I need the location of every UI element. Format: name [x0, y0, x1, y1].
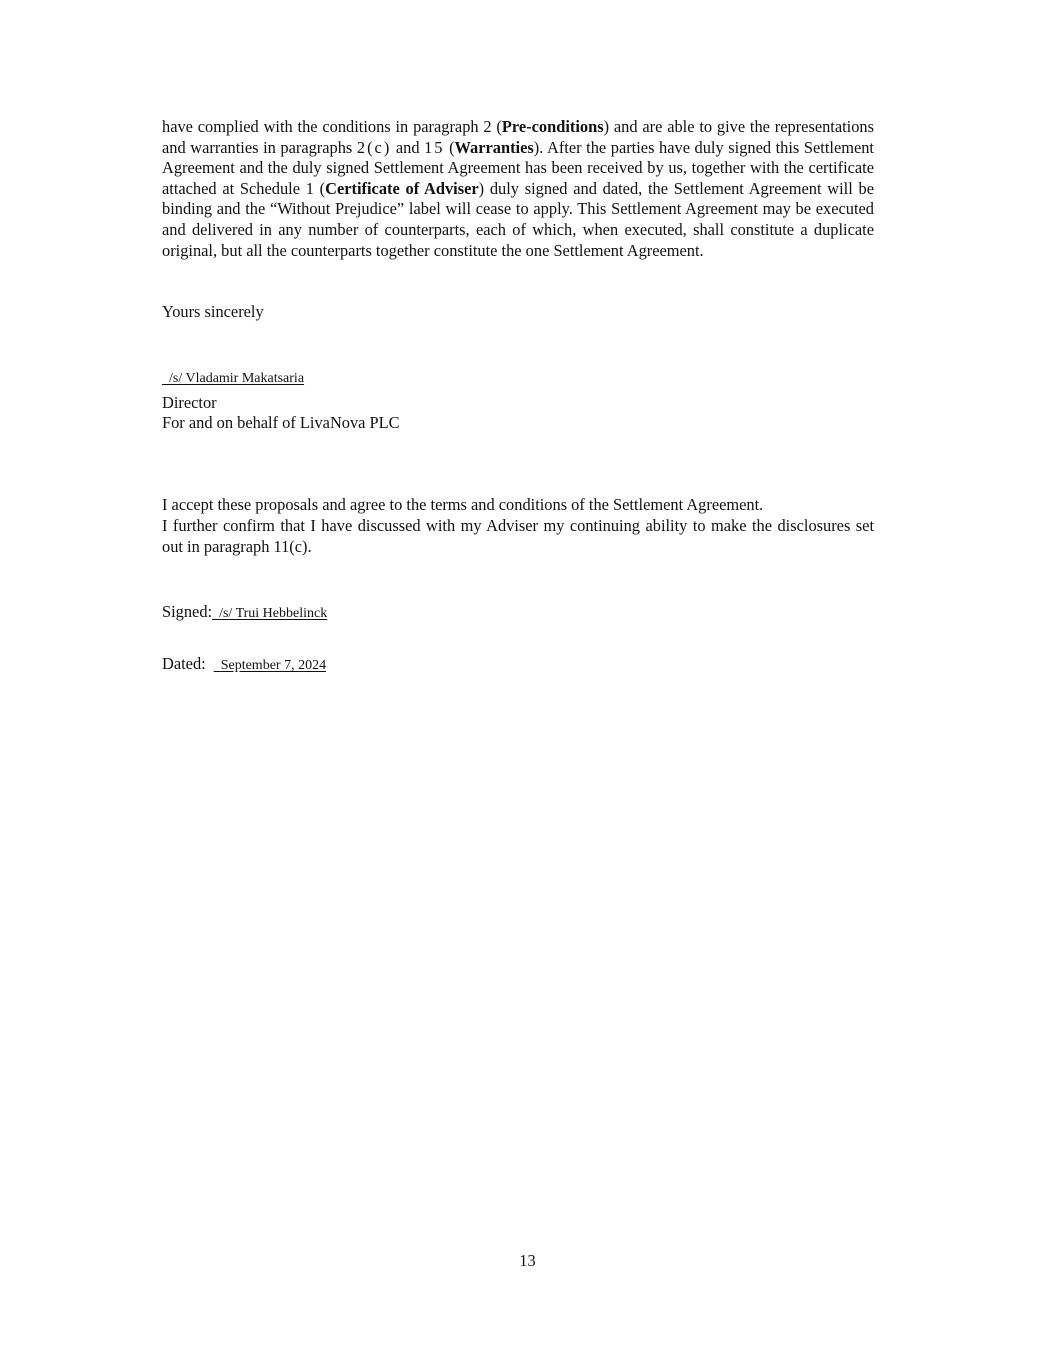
intro-text-3: and — [391, 137, 425, 157]
paragraph-reference-2c: 2(c) — [356, 137, 392, 157]
settlement-intro-paragraph — [162, 117, 874, 261]
intro-text-4: ( — [444, 137, 455, 157]
dated-label: Dated: — [162, 654, 206, 673]
company-signature-text: /s/ Vladamir Makatsaria — [169, 371, 305, 386]
adviser-confirmation-statement: I further confirm that I have discussed with my Adviser my continuing ability to make the disclosures set out in paragraph 11(c). — [162, 516, 874, 556]
term-warranties: Warranties — [454, 137, 534, 157]
signatory-on-behalf: For and on behalf of LivaNova PLC — [162, 413, 400, 432]
employee-signature-text: /s/ Trui Hebbelinck — [219, 606, 328, 621]
intro-text-6: ) duly signed and dated, the Settlement Agreement will be binding and the “Without Prejudice” label will cease to apply. This Settlement Agreement may be executed and delivered in any number of counterparts, each of which, when executed, shall constitute a duplicate original, but all the counterparts together constitute the one Settlement Agreement. — [162, 178, 874, 260]
paragraph-reference-15: 15 — [424, 137, 445, 157]
acceptance-statement: I accept these proposals and agree to the terms and conditions of the Settlement Agreement. — [162, 495, 764, 514]
intro-text-2: ) and are able to give the representations and warranties in paragraphs — [162, 117, 874, 157]
term-preconditions: Pre-conditions — [501, 117, 604, 136]
dated-line — [162, 654, 326, 677]
employee-signature-line — [162, 602, 327, 625]
company-signature-line — [162, 367, 304, 390]
intro-text-1: have complied with the conditions in paragraph 2 ( — [162, 117, 502, 136]
intro-text-5: ). After the parties have duly signed this Settlement Agreement and the duly signed Settlement Agreement has been received by us, together with the certificate attached at Schedule 1 ( — [162, 137, 874, 198]
signatory-title: Director — [162, 393, 217, 412]
signature-date — [214, 658, 326, 673]
page-number: 13 — [519, 1251, 536, 1270]
signature-date-text: September 7, 2024 — [220, 658, 327, 673]
closing-salutation: Yours sincerely — [162, 302, 264, 321]
company-signature — [162, 371, 304, 386]
signed-label: Signed: — [162, 602, 213, 621]
term-certificate-of-adviser: Certificate of Adviser — [325, 178, 479, 198]
employee-signature — [212, 606, 327, 621]
